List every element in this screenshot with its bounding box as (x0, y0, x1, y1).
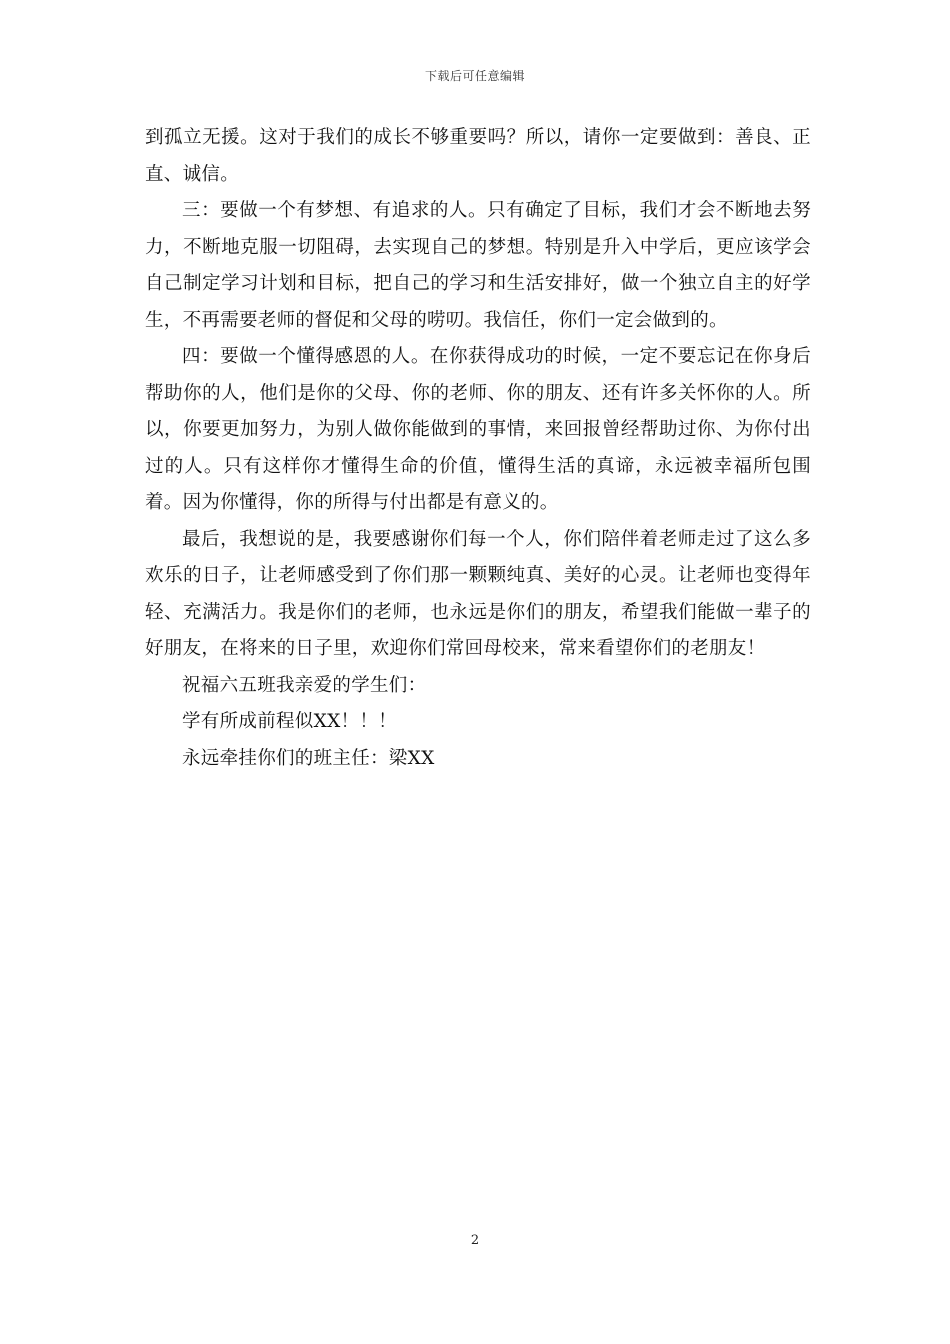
document-body (145, 120, 811, 777)
page-header: 下载后可任意编辑 (424, 69, 525, 83)
paragraph-point-four: 四：要做一个懂得感恩的人。在你获得成功的时候，一定不要忘记在你身后帮助你的人，他们是你的父母、你的老师、你的朋友、还有许多关怀你的人。所以，你要更加努力，为别人做你能做到的事情，来回报曾经帮助过你、为你付出过的人。只有这样你才懂得生命的价值，懂得生活的真谛，永远被幸福所包围着。因为你懂得，你的所得与付出都是有意义的。 (145, 346, 811, 513)
closing-greeting: 祝福六五班我亲爱的学生们： (182, 674, 427, 696)
paragraph-conclusion: 最后，我想说的是，我要感谢你们每一个人，你们陪伴着老师走过了这么多欢乐的日子，让老师感受到了你们那一颗颗纯真、美好的心灵。让老师也变得年轻、充满活力。我是你们的老师，也永远是你们的朋友，希望我们能做一辈子的好朋友，在将来的日子里，欢迎你们常回母校来，常来看望你们的老朋友！ (145, 528, 811, 659)
paragraph-point-three: 三：要做一个有梦想、有追求的人。只有确定了目标，我们才会不断地去努力，不断地克服一切阻碍，去实现自己的梦想。特别是升入中学后，更应该学会自己制定学习计划和目标，把自己的学习和生活安排好，做一个独立自主的好学生，不再需要老师的督促和父母的唠叨。我信任，你们一定会做到的。 (145, 200, 811, 331)
closing-wish: 学有所成前程似XX！！！ (182, 711, 397, 732)
page-number: 2 (470, 1233, 480, 1248)
paragraph-continuation: 到孤立无援。这对于我们的成长不够重要吗？所以，请你一定要做到：善良、正直、诚信。 (145, 127, 811, 185)
closing-signature: 永远牵挂你们的班主任：梁XX (182, 747, 435, 769)
